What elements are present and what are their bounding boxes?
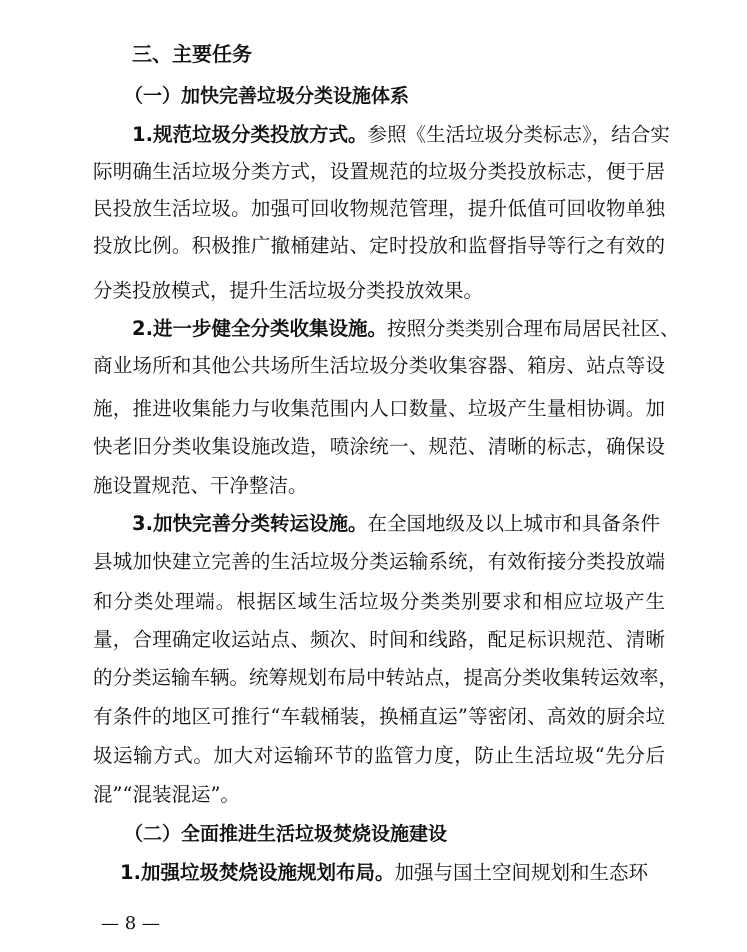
paragraph-line: 施设置规范、干净整洁。 xyxy=(93,474,308,497)
paragraph-line: 有条件的地区可推行“车载桶装，换桶直运”等密闭、高效的厨余垃 xyxy=(93,705,665,728)
item-1-first-line xyxy=(132,122,670,148)
paragraph-line: 量，合理确定收运站点、频次、时间和线路，配足标识规范、清晰 xyxy=(93,628,665,651)
paragraph-line: 县城加快建立完善的生活垃圾分类运输系统，有效衔接分类投放端 xyxy=(93,550,665,573)
item-3-title: 3.加快完善分类转运设施。 xyxy=(132,512,368,535)
page-number: — 8 — xyxy=(101,913,160,934)
section-heading: 三、主要任务 xyxy=(132,42,252,66)
paragraph-line: 投放比例。积极推广撤桶建站、定时投放和监督指导等行之有效的 xyxy=(93,234,665,257)
paragraph-line: 圾运输方式。加大对运输环节的监管力度，防止生活垃圾“先分后 xyxy=(93,744,665,767)
item-3-first-line xyxy=(132,511,660,537)
item-3-text: 在全国地级及以上城市和具备条件 xyxy=(367,512,660,535)
item-1-title: 1.规范垃圾分类投放方式。 xyxy=(132,123,368,146)
item-4-title: 1.加强垃圾焚烧设施规划布局。 xyxy=(120,861,395,884)
paragraph-line: 混”“混装混运”。 xyxy=(93,783,240,806)
item-1-text: 参照《生活垃圾分类标志》，结合实 xyxy=(367,123,670,146)
paragraph-line: 民投放生活垃圾。加强可回收物规范管理，提升低值可回收物单独 xyxy=(93,197,665,220)
item-4-text: 加强与国土空间规划和生态环 xyxy=(394,861,648,884)
paragraph-line: 施，推进收集能力与收集范围内人口数量、垃圾产生量相协调。加 xyxy=(93,397,665,420)
paragraph-line: 际明确生活垃圾分类方式，设置规范的垃圾分类投放标志，便于居 xyxy=(93,160,665,183)
item-4-first-line xyxy=(120,860,648,886)
paragraph-line: 分类投放模式，提升生活垃圾分类投放效果。 xyxy=(93,279,484,302)
item-2-text: 按照分类类别合理布局居民社区、 xyxy=(386,317,680,340)
item-2-title: 2.进一步健全分类收集设施。 xyxy=(132,317,387,340)
paragraph-line: 商业场所和其他公共场所生活垃圾分类收集容器、箱房、站点等设 xyxy=(93,354,665,377)
item-2-first-line xyxy=(132,316,680,342)
paragraph-line: 的分类运输车辆。统筹规划布局中转站点，提高分类收集转运效率， xyxy=(93,666,679,689)
subsection-heading-2: （二）全面推进生活垃圾焚烧设施建设 xyxy=(124,823,448,845)
subsection-heading-1: （一）加快完善垃圾分类设施体系 xyxy=(124,85,410,107)
paragraph-line: 和分类处理端。根据区域生活垃圾分类类别要求和相应垃圾产生 xyxy=(93,590,665,613)
paragraph-line: 快老旧分类收集设施改造，喷涂统一、规范、清晰的标志，确保设 xyxy=(93,435,665,458)
